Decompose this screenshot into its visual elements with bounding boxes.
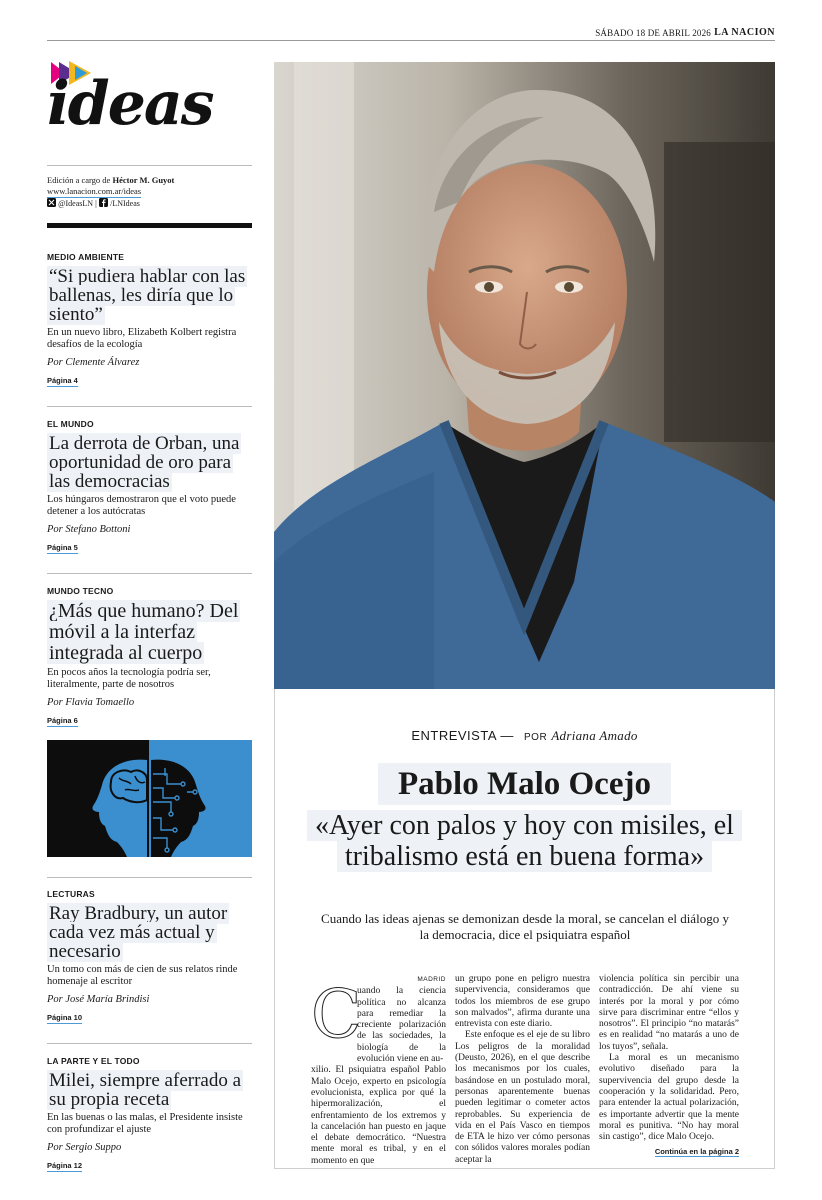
- facebook-handle[interactable]: /LNIdeas: [110, 199, 140, 208]
- issue-date: SÁBADO 18 DE ABRIL 2026: [595, 28, 711, 38]
- portrait-photo[interactable]: [274, 62, 775, 689]
- teaser-page-ref[interactable]: Página 12: [47, 1161, 83, 1170]
- teaser-byline: Por Clemente Álvarez: [47, 357, 140, 368]
- teaser-page-ref[interactable]: Página 10: [47, 1013, 83, 1022]
- teaser-dek: En las buenas o las malas, el Presidente insiste con profundizar el ajuste: [47, 1112, 243, 1135]
- newspaper-name: LA NACION: [714, 27, 775, 38]
- teaser-dek: Un tomo con más de cien de sus relatos rinde homenaje al escritor: [47, 964, 238, 987]
- section-divider: [47, 406, 252, 407]
- masthead-thick-rule: [47, 223, 252, 228]
- teaser-page-ref[interactable]: Página 4: [47, 376, 78, 385]
- ideas-wordmark: ideas: [47, 69, 213, 139]
- teaser-dek: En pocos años la tecnología podría ser, literalmente, parte de nosotros: [47, 667, 211, 690]
- article-paragraph: un grupo pone en peligro nuestra supervivencia, consideramos que todos los miembros de ese grupo son malvados”, afirma durante una entrevista con este diario.: [455, 974, 590, 1030]
- article-dek: Cuando las ideas ajenas se demonizan desde la moral, se cancelan el diálogo y la democracia, dice el psiquiatra español: [321, 911, 729, 942]
- teaser-headline[interactable]: ¿Más que humano? Del móvil a la interfaz integrada al cuerpo: [49, 600, 239, 664]
- tech-illustration[interactable]: [47, 740, 252, 857]
- ideas-logo[interactable]: [47, 58, 252, 146]
- section-divider: [47, 1043, 252, 1044]
- teaser-el-mundo[interactable]: [47, 419, 252, 554]
- teaser-byline: Por Flavia Tomaello: [47, 697, 135, 708]
- teaser-kicker: MEDIO AMBIENTE: [47, 252, 125, 262]
- teaser-headline[interactable]: Milei, siempre aferrado a su propia receta: [49, 1070, 242, 1110]
- byline-prefix: POR: [524, 732, 548, 743]
- article-label: [274, 728, 775, 744]
- continued-link[interactable]: Continúa en la página 2: [654, 1147, 739, 1157]
- dateline: MADRID: [417, 976, 446, 983]
- teaser-page-ref[interactable]: Página 6: [47, 716, 78, 725]
- section-divider: [47, 877, 252, 878]
- article-paragraph: La moral es un mecanismo evolutivo diseñado para la supervivencia del grupo desde la cooperación y la solidaridad. Pero, para entender la actual polarización, es importante advertir que la mente moral es punitiva. “No hay moral sin castigo”, dice Malo Ocejo.: [599, 1053, 739, 1143]
- twitter-x-icon: [47, 198, 56, 207]
- article-title[interactable]: [274, 763, 775, 805]
- interviewee-name: Pablo Malo Ocejo: [378, 763, 671, 805]
- brain-circuit-illustration-icon: [47, 740, 252, 857]
- teaser-kicker: MUNDO TECNO: [47, 586, 114, 596]
- article-author[interactable]: Adriana Amado: [551, 728, 638, 743]
- teaser-la-parte-y-el-todo[interactable]: [47, 1056, 252, 1172]
- article-paragraph: uando la ciencia política no alcanza para remediar la creciente polarización de las sociedades, la biología de la evolución viene en au-: [357, 986, 446, 1065]
- teaser-headline[interactable]: La derrota de Orban, una oportunidad de oro para las democracias: [49, 433, 240, 492]
- teaser-kicker: LECTURAS: [47, 889, 95, 899]
- teaser-byline: Por Sergio Suppo: [47, 1142, 122, 1153]
- teaser-dek: En un nuevo libro, Elizabeth Kolbert registra desafíos de la ecología: [47, 327, 237, 350]
- editor-credits: Edición a cargo de Héctor M. Guyot www.lanacion.com.ar/ideas @IdeasLN | /LNIdeas: [47, 175, 252, 209]
- article-paragraph: Este enfoque es el eje de su libro Los peligros de la moralidad (Deusto, 2026), en el que describe los mecanismos por los cuales, basándose en un postulado moral, personas aparentemente buenas pueden legitimar o cometer actos reprobables. Su experiencia de vida en el País Vasco en tiempos de ETA le hizo ver cómo personas con sólidos valores morales podían aceptar la: [455, 1030, 590, 1165]
- teaser-page-ref[interactable]: Página 5: [47, 543, 78, 552]
- teaser-kicker: EL MUNDO: [47, 419, 94, 429]
- social-handles: @IdeasLN | /LNIdeas: [47, 198, 252, 209]
- facebook-icon: [99, 198, 108, 207]
- teaser-byline: Por José María Brindisi: [47, 994, 150, 1005]
- portrait-illustration: [274, 62, 775, 689]
- teaser-headline[interactable]: “Si pudiera hablar con las ballenas, les diría que lo siento”: [49, 266, 246, 325]
- teaser-dek: Los húngaros demostraron que el voto puede detener a los autócratas: [47, 494, 236, 517]
- twitter-handle[interactable]: @IdeasLN: [58, 199, 94, 208]
- editor-name: Héctor M. Guyot: [112, 175, 175, 185]
- article-paragraph: xilio. El psiquiatra español Pablo Malo Ocejo, experto en psicología evolucionista, explica por qué la hipermoralización, el enfrentamiento de los extremos y la cancelación han puesto en jaque el debate democrático. “Nuestra mente moral es tribal, y en el momento en que: [311, 1065, 446, 1166]
- teaser-lecturas[interactable]: [47, 889, 252, 1024]
- masthead-rule: [47, 165, 252, 166]
- section-tag: ENTREVISTA —: [411, 728, 514, 743]
- teaser-kicker: LA PARTE Y EL TODO: [47, 1056, 140, 1066]
- article-column-2: [455, 974, 590, 1166]
- teaser-headline[interactable]: Ray Bradbury, un autor cada vez más actual y necesario: [49, 903, 228, 962]
- article-column-1: [311, 974, 446, 1167]
- ideas-masthead: [47, 58, 252, 228]
- article-headline-quote[interactable]: «Ayer con palos y hoy con misiles, el tribalismo está en buena forma»: [274, 810, 775, 872]
- section-divider: [47, 573, 252, 574]
- teaser-mundo-tecno[interactable]: [47, 586, 252, 727]
- article-column-3: [599, 974, 739, 1158]
- section-url[interactable]: www.lanacion.com.ar/ideas: [47, 186, 142, 196]
- dropcap: C: [311, 976, 362, 1053]
- teaser-medio-ambiente[interactable]: [47, 252, 252, 387]
- article-paragraph: violencia política sin percibir una contradicción. De ahí viene su interés por la moral y por cómo sirve para discriminar entre “ellos y nosotros”. El principio “no matarás” es en realidad “no matarás a uno de los tuyos”, señala.: [599, 974, 739, 1052]
- teaser-byline: Por Stefano Bottoni: [47, 524, 131, 535]
- header-rule: [47, 40, 775, 41]
